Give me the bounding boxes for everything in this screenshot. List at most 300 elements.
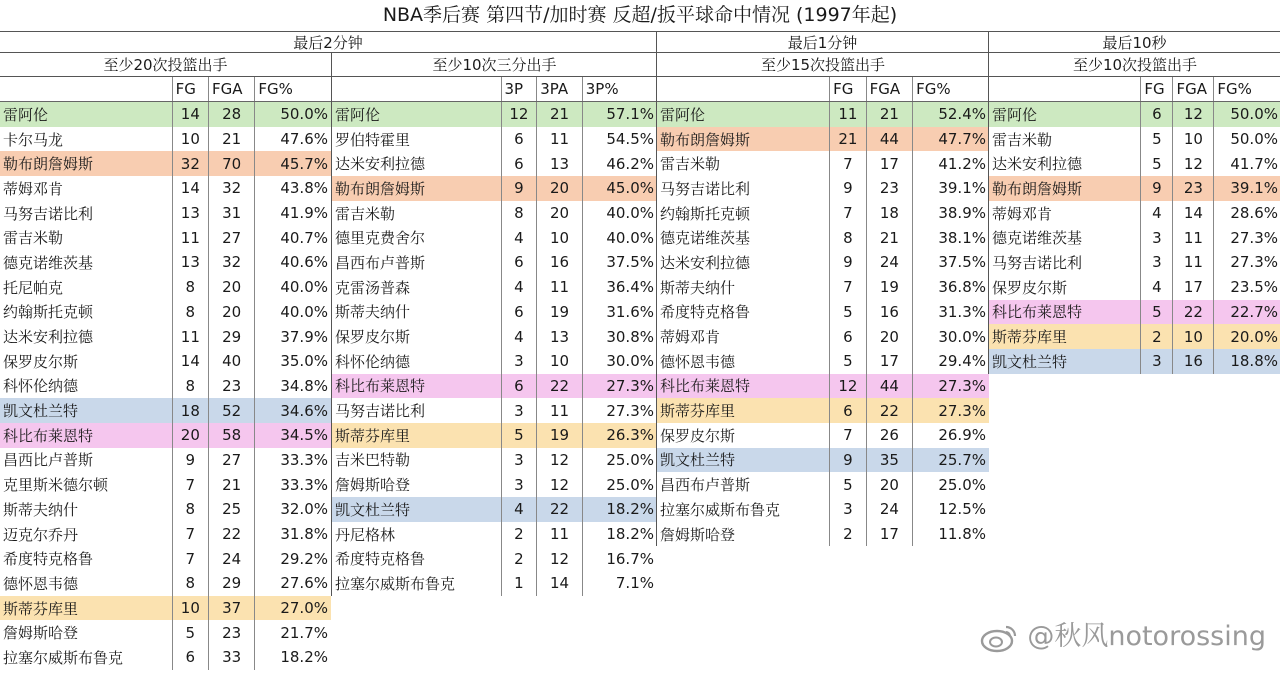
player-name: 丹尼格林 — [335, 525, 396, 544]
percentage-value: 27.3% — [582, 398, 657, 423]
stats-table — [989, 77, 1280, 374]
percentage-value: 47.6% — [255, 127, 331, 152]
attempt-value: 21 — [209, 127, 255, 152]
table-row — [332, 151, 657, 176]
attempt-value: 32 — [209, 176, 255, 201]
percentage-value: 33.3% — [255, 448, 331, 473]
table-row — [332, 522, 657, 547]
player-name: 卡尔马龙 — [3, 130, 64, 149]
player-name: 达米安利拉德 — [660, 253, 751, 272]
player-name: 科比布莱恩特 — [989, 300, 1141, 325]
attempt-value: 17 — [866, 522, 912, 547]
attempt-value: 37 — [209, 596, 255, 621]
made-value: 2 — [501, 522, 537, 547]
section-last-2-min — [0, 31, 656, 53]
stats-table — [657, 77, 989, 546]
percentage-value: 37.5% — [913, 250, 989, 275]
attempt-value: 12 — [537, 546, 583, 571]
table-row — [989, 176, 1280, 201]
attempt-value: 44 — [866, 127, 912, 152]
percentage-value: 31.8% — [255, 522, 331, 547]
made-value: 7 — [172, 522, 208, 547]
made-value: 9 — [830, 250, 867, 275]
made-value: 32 — [172, 151, 208, 176]
table-row — [0, 423, 331, 448]
percentage-value: 45.0% — [582, 176, 657, 201]
attempt-value: 22 — [537, 497, 583, 522]
made-value: 11 — [172, 324, 208, 349]
made-value: 3 — [501, 472, 537, 497]
attempt-value: 10 — [537, 225, 583, 250]
player-name: 德克诺维茨基 — [660, 229, 751, 248]
table-row — [332, 472, 657, 497]
made-value: 21 — [830, 127, 867, 152]
attempt-value: 10 — [537, 349, 583, 374]
player-name: 德克诺维茨基 — [3, 253, 94, 272]
panel-subtitle: 至少10次投篮出手 — [989, 53, 1280, 77]
attempt-value: 22 — [209, 522, 255, 547]
player-name: 斯蒂夫纳什 — [3, 500, 79, 519]
player-name: 凯文杜兰特 — [332, 497, 501, 522]
attempt-value: 21 — [537, 102, 583, 127]
percentage-value: 41.7% — [1214, 151, 1280, 176]
attempt-value: 58 — [209, 423, 255, 448]
player-name: 拉塞尔威斯布鲁克 — [335, 574, 456, 593]
panel-1min-fg — [656, 53, 989, 546]
table-row — [0, 448, 331, 473]
player-name: 詹姆斯哈登 — [660, 525, 736, 544]
panel-subtitle: 至少10次三分出手 — [332, 53, 657, 77]
made-value: 5 — [1141, 151, 1173, 176]
attempt-value: 12 — [1173, 151, 1214, 176]
player-name: 拉塞尔威斯布鲁克 — [3, 648, 124, 667]
percentage-value: 23.5% — [1214, 275, 1280, 300]
table-row — [332, 201, 657, 226]
page-title: NBA季后赛 第四节/加时赛 反超/扳平球命中情况 (1997年起) — [0, 0, 1280, 32]
column-header: FGA — [209, 77, 255, 102]
percentage-value: 18.8% — [1214, 349, 1280, 374]
player-name: 托尼帕克 — [3, 278, 64, 297]
percentage-value: 29.4% — [913, 349, 989, 374]
made-value: 8 — [501, 201, 537, 226]
percentage-value: 46.2% — [582, 151, 657, 176]
percentage-value: 52.4% — [913, 102, 989, 127]
percentage-value: 20.0% — [1214, 324, 1280, 349]
player-name: 斯蒂夫纳什 — [660, 278, 736, 297]
table-row — [989, 300, 1280, 325]
player-name: 马努吉诺比利 — [3, 204, 94, 223]
percentage-value: 22.7% — [1214, 300, 1280, 325]
percentage-value: 12.5% — [913, 497, 989, 522]
made-value: 5 — [830, 472, 867, 497]
attempt-value: 16 — [866, 300, 912, 325]
attempt-value: 40 — [209, 349, 255, 374]
attempt-value: 21 — [866, 102, 912, 127]
percentage-value: 28.6% — [1214, 201, 1280, 226]
made-value: 6 — [501, 250, 537, 275]
attempt-value: 16 — [537, 250, 583, 275]
player-name: 科比布莱恩特 — [0, 423, 172, 448]
column-header: 3PA — [537, 77, 583, 102]
player-name: 希度特克格鲁 — [3, 550, 94, 569]
made-value: 10 — [172, 596, 208, 621]
percentage-value: 18.2% — [582, 522, 657, 547]
attempt-value: 24 — [866, 250, 912, 275]
attempt-value: 22 — [866, 398, 912, 423]
table-row — [0, 349, 331, 374]
made-value: 11 — [172, 225, 208, 250]
made-value: 4 — [501, 225, 537, 250]
player-name: 拉塞尔威斯布鲁克 — [660, 500, 781, 519]
percentage-value: 43.8% — [255, 176, 331, 201]
attempt-value: 27 — [209, 225, 255, 250]
made-value: 13 — [172, 250, 208, 275]
percentage-value: 25.0% — [913, 472, 989, 497]
percentage-value: 38.1% — [913, 225, 989, 250]
player-name: 科比布莱恩特 — [332, 374, 501, 399]
table-row — [0, 250, 331, 275]
percentage-value: 27.6% — [255, 571, 331, 596]
header-row — [332, 77, 657, 102]
made-value: 9 — [830, 176, 867, 201]
table-row — [0, 546, 331, 571]
player-name: 希度特克格鲁 — [335, 550, 426, 569]
table-row — [657, 127, 989, 152]
percentage-value: 25.0% — [582, 472, 657, 497]
percentage-value: 40.0% — [582, 225, 657, 250]
made-value: 4 — [1141, 275, 1173, 300]
percentage-value: 32.0% — [255, 497, 331, 522]
table-row — [0, 620, 331, 645]
table-row — [332, 275, 657, 300]
attempt-value: 11 — [537, 127, 583, 152]
made-value: 3 — [1141, 349, 1173, 374]
made-value: 8 — [172, 571, 208, 596]
attempt-value: 14 — [1173, 201, 1214, 226]
made-value: 4 — [1141, 201, 1173, 226]
made-value: 14 — [172, 176, 208, 201]
made-value: 7 — [830, 423, 867, 448]
table-row — [332, 349, 657, 374]
table-row — [0, 176, 331, 201]
table-row — [989, 225, 1280, 250]
watermark — [979, 614, 1266, 653]
table-row — [657, 176, 989, 201]
attempt-value: 29 — [209, 324, 255, 349]
player-name: 吉米巴特勒 — [335, 451, 411, 470]
made-value: 2 — [1141, 324, 1173, 349]
attempt-value: 20 — [866, 472, 912, 497]
percentage-value: 27.3% — [913, 398, 989, 423]
weibo-icon — [979, 623, 1019, 653]
attempt-value: 23 — [209, 620, 255, 645]
player-name: 凯文杜兰特 — [0, 398, 172, 423]
percentage-value: 39.1% — [1214, 176, 1280, 201]
player-name: 雷阿伦 — [989, 102, 1141, 127]
percentage-value: 39.1% — [913, 176, 989, 201]
attempt-value: 13 — [537, 151, 583, 176]
made-value: 8 — [172, 497, 208, 522]
table-row — [657, 349, 989, 374]
attempt-value: 19 — [537, 300, 583, 325]
table-row — [332, 398, 657, 423]
column-header: FGA — [866, 77, 912, 102]
column-header — [0, 77, 172, 102]
percentage-value: 16.7% — [582, 546, 657, 571]
made-value: 1 — [501, 571, 537, 596]
table-row — [657, 522, 989, 547]
made-value: 12 — [830, 374, 867, 399]
player-name: 德里克费舍尔 — [335, 229, 426, 248]
attempt-value: 20 — [866, 324, 912, 349]
percentage-value: 30.0% — [913, 324, 989, 349]
table-row — [657, 324, 989, 349]
made-value: 7 — [830, 151, 867, 176]
percentage-value: 50.0% — [1214, 102, 1280, 127]
table-row — [0, 151, 331, 176]
table-row — [332, 176, 657, 201]
made-value: 14 — [172, 349, 208, 374]
table-row — [657, 423, 989, 448]
player-name: 科比布莱恩特 — [657, 374, 830, 399]
table-row — [657, 250, 989, 275]
player-name: 雷吉米勒 — [335, 204, 396, 223]
made-value: 18 — [172, 398, 208, 423]
attempt-value: 12 — [1173, 102, 1214, 127]
attempt-value: 44 — [866, 374, 912, 399]
attempt-value: 24 — [209, 546, 255, 571]
made-value: 8 — [172, 300, 208, 325]
attempt-value: 20 — [537, 201, 583, 226]
made-value: 4 — [501, 275, 537, 300]
table-row — [989, 102, 1280, 127]
made-value: 3 — [1141, 225, 1173, 250]
player-name: 斯蒂芬库里 — [989, 324, 1141, 349]
percentage-value: 18.2% — [255, 645, 331, 670]
made-value: 8 — [830, 225, 867, 250]
column-header — [657, 77, 830, 102]
table-row — [657, 102, 989, 127]
made-value: 6 — [830, 398, 867, 423]
player-name: 克里斯米德尔顿 — [3, 476, 109, 495]
percentage-value: 30.0% — [582, 349, 657, 374]
attempt-value: 16 — [1173, 349, 1214, 374]
column-header: FG — [172, 77, 208, 102]
table-row — [332, 324, 657, 349]
attempt-value: 70 — [209, 151, 255, 176]
table-row — [332, 448, 657, 473]
attempt-value: 28 — [209, 102, 255, 127]
player-name: 马努吉诺比利 — [992, 253, 1083, 272]
column-header: FG% — [255, 77, 331, 102]
attempt-value: 11 — [537, 398, 583, 423]
percentage-value: 40.0% — [255, 300, 331, 325]
watermark-text: @秋风notorossing — [1027, 621, 1266, 652]
attempt-value: 20 — [209, 275, 255, 300]
made-value: 4 — [501, 324, 537, 349]
percentage-value: 11.8% — [913, 522, 989, 547]
table-row — [657, 201, 989, 226]
player-name: 雷吉米勒 — [3, 229, 64, 248]
section-header: 最后1分钟 — [656, 31, 988, 53]
percentage-value: 31.6% — [582, 300, 657, 325]
table-row — [332, 250, 657, 275]
table-row — [332, 423, 657, 448]
percentage-value: 27.3% — [1214, 225, 1280, 250]
column-header — [332, 77, 501, 102]
table-row — [657, 300, 989, 325]
player-name: 蒂姆邓肯 — [992, 204, 1053, 223]
made-value: 7 — [830, 275, 867, 300]
attempt-value: 18 — [866, 201, 912, 226]
player-name: 保罗皮尔斯 — [3, 352, 79, 371]
attempt-value: 11 — [537, 522, 583, 547]
section-header: 最后2分钟 — [0, 31, 656, 53]
table-row — [989, 250, 1280, 275]
panel-subtitle: 至少20次投篮出手 — [0, 53, 331, 77]
table-row — [332, 571, 657, 596]
attempt-value: 17 — [866, 349, 912, 374]
player-name: 达米安利拉德 — [3, 328, 94, 347]
panel-subtitle: 至少15次投篮出手 — [657, 53, 989, 77]
table-row — [0, 324, 331, 349]
table-row — [0, 201, 331, 226]
percentage-value: 25.7% — [913, 448, 989, 473]
section-header: 最后10秒 — [988, 31, 1280, 53]
made-value: 6 — [830, 324, 867, 349]
table-row — [0, 497, 331, 522]
player-name: 蒂姆邓肯 — [660, 328, 721, 347]
attempt-value: 14 — [537, 571, 583, 596]
attempt-value: 21 — [866, 225, 912, 250]
percentage-value: 35.0% — [255, 349, 331, 374]
player-name: 马努吉诺比利 — [335, 402, 426, 421]
table-row — [0, 645, 331, 670]
table-row — [0, 275, 331, 300]
made-value: 9 — [830, 448, 867, 473]
made-value: 7 — [830, 201, 867, 226]
percentage-value: 27.3% — [913, 374, 989, 399]
column-header: 3P — [501, 77, 537, 102]
percentage-value: 30.8% — [582, 324, 657, 349]
percentage-value: 41.2% — [913, 151, 989, 176]
percentage-value: 38.9% — [913, 201, 989, 226]
made-value: 6 — [1141, 102, 1173, 127]
percentage-value: 18.2% — [582, 497, 657, 522]
made-value: 2 — [501, 546, 537, 571]
table-row — [332, 374, 657, 399]
table-row — [332, 225, 657, 250]
percentage-value: 57.1% — [582, 102, 657, 127]
percentage-value: 37.9% — [255, 324, 331, 349]
table-row — [989, 324, 1280, 349]
made-value: 6 — [501, 300, 537, 325]
percentage-value: 47.7% — [913, 127, 989, 152]
player-name: 达米安利拉德 — [335, 155, 426, 174]
made-value: 5 — [501, 423, 537, 448]
made-value: 20 — [172, 423, 208, 448]
table-row — [0, 596, 331, 621]
percentage-value: 50.0% — [1214, 127, 1280, 152]
made-value: 5 — [830, 300, 867, 325]
table-row — [657, 472, 989, 497]
made-value: 4 — [501, 497, 537, 522]
made-value: 3 — [501, 349, 537, 374]
attempt-value: 11 — [537, 275, 583, 300]
table-row — [0, 127, 331, 152]
attempt-value: 26 — [866, 423, 912, 448]
table-row — [0, 374, 331, 399]
made-value: 9 — [501, 176, 537, 201]
table-row — [0, 102, 331, 127]
player-name: 雷阿伦 — [0, 102, 172, 127]
table-row — [0, 472, 331, 497]
attempt-value: 23 — [866, 176, 912, 201]
attempt-value: 29 — [209, 571, 255, 596]
player-name: 德怀恩韦德 — [660, 352, 736, 371]
table-row — [0, 225, 331, 250]
header-row — [657, 77, 989, 102]
attempt-value: 19 — [866, 275, 912, 300]
attempt-value: 31 — [209, 201, 255, 226]
percentage-value: 25.0% — [582, 448, 657, 473]
made-value: 5 — [1141, 127, 1173, 152]
attempt-value: 24 — [866, 497, 912, 522]
column-header: 3P% — [582, 77, 657, 102]
percentage-value: 36.4% — [582, 275, 657, 300]
made-value: 7 — [172, 472, 208, 497]
player-name: 雷阿伦 — [332, 102, 501, 127]
column-header: FG% — [913, 77, 989, 102]
made-value: 9 — [172, 448, 208, 473]
section-last-10-sec — [988, 31, 1280, 53]
attempt-value: 23 — [1173, 176, 1214, 201]
player-name: 斯蒂芬库里 — [332, 423, 501, 448]
attempt-value: 20 — [537, 176, 583, 201]
percentage-value: 40.0% — [582, 201, 657, 226]
made-value: 8 — [172, 374, 208, 399]
percentage-value: 34.8% — [255, 374, 331, 399]
table-row — [989, 275, 1280, 300]
player-name: 雷吉米勒 — [660, 155, 721, 174]
percentage-value: 37.5% — [582, 250, 657, 275]
made-value: 6 — [501, 374, 537, 399]
attempt-value: 52 — [209, 398, 255, 423]
player-name: 斯蒂夫纳什 — [335, 303, 411, 322]
player-name: 克雷汤普森 — [335, 278, 411, 297]
player-name: 昌西布卢普斯 — [660, 476, 751, 495]
made-value: 7 — [172, 546, 208, 571]
panel-10sec-fg — [988, 53, 1280, 374]
percentage-value: 41.9% — [255, 201, 331, 226]
player-name: 德怀恩韦德 — [3, 574, 79, 593]
attempt-value: 12 — [537, 448, 583, 473]
percentage-value: 50.0% — [255, 102, 331, 127]
table-row — [0, 522, 331, 547]
made-value: 3 — [501, 448, 537, 473]
stats-table — [0, 77, 331, 670]
percentage-value: 54.5% — [582, 127, 657, 152]
header-row — [989, 77, 1280, 102]
table-row — [657, 448, 989, 473]
table-row — [989, 349, 1280, 374]
player-name: 詹姆斯哈登 — [3, 624, 79, 643]
percentage-value: 27.3% — [582, 374, 657, 399]
attempt-value: 22 — [1173, 300, 1214, 325]
stats-table — [332, 77, 657, 596]
attempt-value: 35 — [866, 448, 912, 473]
made-value: 6 — [172, 645, 208, 670]
